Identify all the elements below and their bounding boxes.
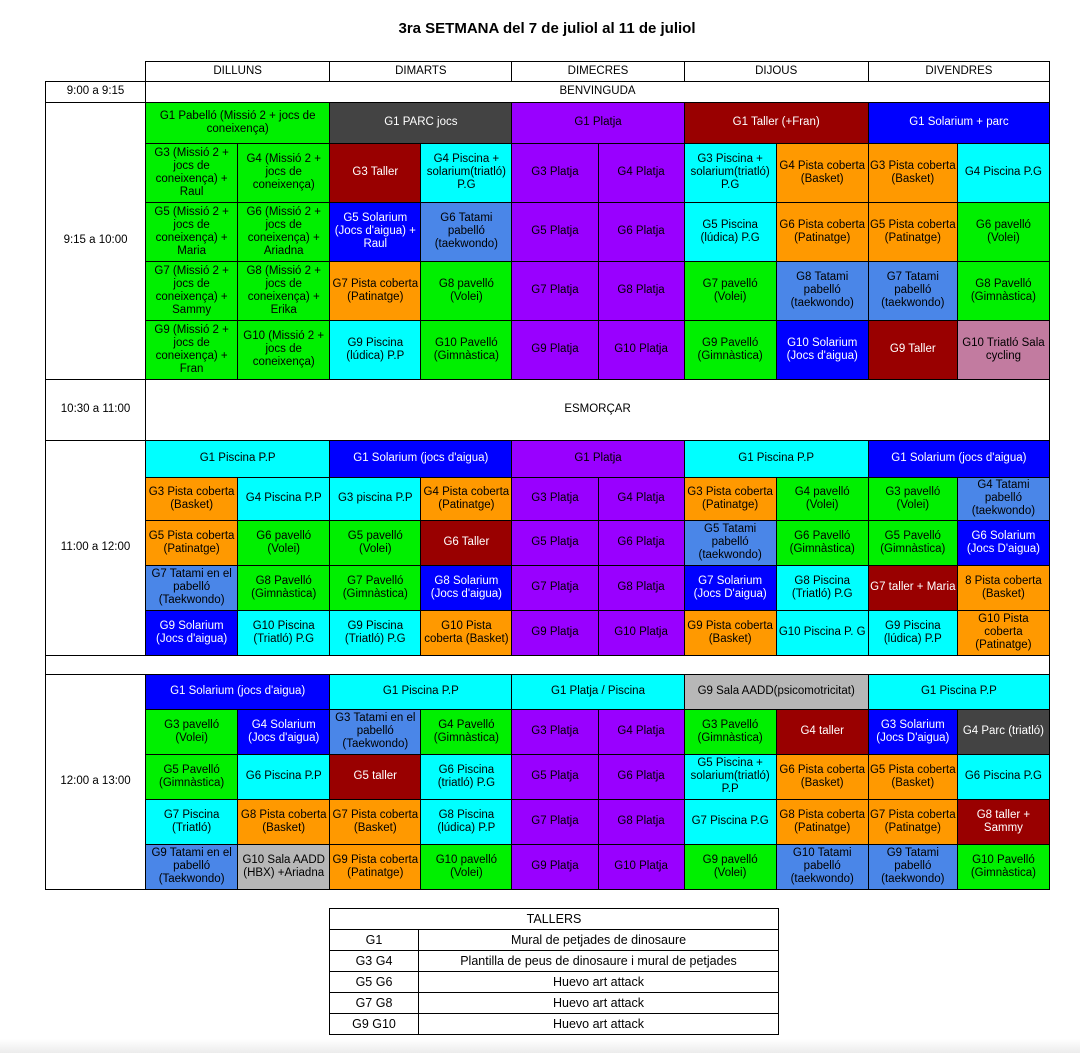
activity-cell: G4 Platja xyxy=(598,143,684,202)
activity-cell: G9 Platja xyxy=(512,844,598,889)
activity-cell: G8 Platja xyxy=(598,565,684,610)
activity-cell: G5 Piscina (lúdica) P.G xyxy=(684,202,776,261)
day-header: DIJOUS xyxy=(684,62,868,82)
activity-cell: G10 (Missió 2 + jocs de coneixença) xyxy=(238,320,330,379)
activity-cell: G5 taller xyxy=(330,754,421,799)
group-banner: G1 Platja xyxy=(512,102,684,143)
schedule-table xyxy=(45,61,1050,890)
activity-cell: G5 Pavelló (Gimnàstica) xyxy=(146,754,238,799)
activity-cell: G8 Tatami pabelló (taekwondo) xyxy=(776,261,868,320)
activity-cell: G6 (Missió 2 + jocs de coneixença) + Ariadna xyxy=(238,202,330,261)
activity-cell: G5 (Missió 2 + jocs de coneixença) + Maria xyxy=(146,202,238,261)
group-banner: G1 Pabelló (Missió 2 + jocs de coneixença) xyxy=(146,102,330,143)
activity-cell: G7 Piscina (Triatló) xyxy=(146,799,238,844)
activity-cell: G3 pavelló (Volei) xyxy=(868,477,957,520)
group-banner: G1 PARC jocs xyxy=(330,102,512,143)
group-banner: G1 Piscina P.P xyxy=(146,440,330,477)
group-banner: G1 Solarium + parc xyxy=(868,102,1049,143)
activity-cell: G3 Pista coberta (Basket) xyxy=(146,477,238,520)
activity-cell: G6 Platja xyxy=(598,202,684,261)
activity-cell: G4 Piscina + solarium(triatló) P.G xyxy=(421,143,512,202)
activity-cell: G3 Platja xyxy=(512,477,598,520)
activity-cell: G8 Pista coberta (Patinatge) xyxy=(776,799,868,844)
taller-group: G1 xyxy=(330,930,419,951)
tallers-table xyxy=(329,908,779,1035)
activity-cell: G10 Piscina (Triatló) P.G xyxy=(238,610,330,655)
activity-cell: G3 Platja xyxy=(512,709,598,754)
taller-group: G7 G8 xyxy=(330,993,419,1014)
activity-cell: G8 Pavelló (Gimnàstica) xyxy=(957,261,1049,320)
bottom-shadow xyxy=(0,1039,1080,1053)
activity-cell: G8 Platja xyxy=(598,261,684,320)
taller-activity: Plantilla de peus de dinosaure i mural de petjades xyxy=(419,951,779,972)
activity-cell: G8 Solarium (Jocs d'aigua) xyxy=(421,565,512,610)
activity-cell: G8 Pavelló (Gimnàstica) xyxy=(238,565,330,610)
day-header: DIMECRES xyxy=(512,62,684,82)
activity-cell: G10 Platja xyxy=(598,610,684,655)
group-banner: G1 Platja xyxy=(512,440,684,477)
activity-cell: G3 Platja xyxy=(512,143,598,202)
activity-cell: G10 Sala AADD (HBX) +Ariadna xyxy=(238,844,330,889)
taller-activity: Mural de petjades de dinosaure xyxy=(419,930,779,951)
time-cell: 9:15 a 10:00 xyxy=(46,102,146,379)
group-banner: G1 Piscina P.P xyxy=(330,674,512,709)
activity-cell: G3 Solarium (Jocs D'aigua) xyxy=(868,709,957,754)
activity-cell: G6 Pista coberta (Basket) xyxy=(776,754,868,799)
activity-cell: G7 (Missió 2 + jocs de coneixença) + Sammy xyxy=(146,261,238,320)
activity-cell: G5 pavelló (Volei) xyxy=(330,520,421,565)
time-cell: 12:00 a 13:00 xyxy=(46,674,146,889)
activity-cell: G5 Solarium (Jocs d'aigua) + Raul xyxy=(330,202,421,261)
activity-cell: G4 Pavelló (Gimnàstica) xyxy=(421,709,512,754)
activity-cell: G6 Pista coberta (Patinatge) xyxy=(776,202,868,261)
activity-cell: G9 Piscina (lúdica) P.P xyxy=(868,610,957,655)
activity-cell: G7 Tatami pabelló (taekwondo) xyxy=(868,261,957,320)
activity-cell: G6 Piscina (triatló) P.G xyxy=(421,754,512,799)
activity-cell: G3 Piscina + solarium(triatló) P.G xyxy=(684,143,776,202)
activity-cell: G5 Platja xyxy=(512,754,598,799)
activity-cell: G7 taller + Maria xyxy=(868,565,957,610)
activity-cell: G4 Platja xyxy=(598,709,684,754)
activity-cell: G10 Platja xyxy=(598,320,684,379)
activity-cell: G8 Piscina (Triatló) P.G xyxy=(776,565,868,610)
welcome-band: BENVINGUDA xyxy=(146,81,1050,102)
activity-cell: G8 pavelló (Volei) xyxy=(421,261,512,320)
activity-cell: G4 taller xyxy=(776,709,868,754)
activity-cell: G3 Pista coberta (Basket) xyxy=(868,143,957,202)
corner-cell xyxy=(46,62,146,82)
activity-cell: G7 Platja xyxy=(512,565,598,610)
activity-cell: G10 Solarium (Jocs d'aigua) xyxy=(776,320,868,379)
activity-cell: G10 Triatló Sala cycling xyxy=(957,320,1049,379)
activity-cell: G6 pavelló (Volei) xyxy=(238,520,330,565)
activity-cell: G9 Pista coberta (Patinatge) xyxy=(330,844,421,889)
activity-cell: G10 Tatami pabelló (taekwondo) xyxy=(776,844,868,889)
activity-cell: G7 Pista coberta (Patinatge) xyxy=(330,261,421,320)
taller-activity: Huevo art attack xyxy=(419,993,779,1014)
activity-cell: G4 Pista coberta (Patinatge) xyxy=(421,477,512,520)
activity-cell: G8 Piscina (lúdica) P.P xyxy=(421,799,512,844)
activity-cell: G3 pavelló (Volei) xyxy=(146,709,238,754)
activity-cell: G9 Pavelló (Gimnàstica) xyxy=(684,320,776,379)
group-banner: G1 Piscina P.P xyxy=(868,674,1049,709)
activity-cell: G7 Tatami en el pabelló (Taekwondo) xyxy=(146,565,238,610)
activity-cell: G9 Platja xyxy=(512,320,598,379)
activity-cell: G6 Tatami pabelló (taekwondo) xyxy=(421,202,512,261)
activity-cell: G3 Taller xyxy=(330,143,421,202)
time-cell: 10:30 a 11:00 xyxy=(46,379,146,440)
taller-group: G9 G10 xyxy=(330,1014,419,1035)
activity-cell: 8 Pista coberta (Basket) xyxy=(957,565,1049,610)
activity-cell: G4 Solarium (Jocs d'aigua) xyxy=(238,709,330,754)
activity-cell: G6 Solarium (Jocs D'aigua) xyxy=(957,520,1049,565)
day-header: DILLUNS xyxy=(146,62,330,82)
activity-cell: G6 Pavelló (Gimnàstica) xyxy=(776,520,868,565)
activity-cell: G3 piscina P.P xyxy=(330,477,421,520)
group-banner: G1 Solarium (jocs d'aigua) xyxy=(868,440,1049,477)
day-header: DIVENDRES xyxy=(868,62,1049,82)
activity-cell: G6 Piscina P.P xyxy=(238,754,330,799)
activity-cell: G6 Platja xyxy=(598,754,684,799)
activity-cell: G10 Platja xyxy=(598,844,684,889)
activity-cell: G4 Parc (triatló) xyxy=(957,709,1049,754)
activity-cell: G9 Solarium (Jocs d'aigua) xyxy=(146,610,238,655)
activity-cell: G5 Piscina + solarium(triatló) P.P xyxy=(684,754,776,799)
activity-cell: G7 Pista coberta (Basket) xyxy=(330,799,421,844)
activity-cell: G10 pavelló (Volei) xyxy=(421,844,512,889)
taller-group: G5 G6 xyxy=(330,972,419,993)
activity-cell: G4 Tatami pabelló (taekwondo) xyxy=(957,477,1049,520)
activity-cell: G4 Piscina P.P xyxy=(238,477,330,520)
group-banner: G9 Sala AADD(psicomotricitat) xyxy=(684,674,868,709)
activity-cell: G10 Pavelló (Gimnàstica) xyxy=(957,844,1049,889)
activity-cell: G9 Piscina (Triatló) P.G xyxy=(330,610,421,655)
group-banner: G1 Taller (+Fran) xyxy=(684,102,868,143)
group-banner: G1 Solarium (jocs d'aigua) xyxy=(330,440,512,477)
activity-cell: G6 Piscina P.G xyxy=(957,754,1049,799)
spacer-row xyxy=(46,655,1050,674)
activity-cell: G3 (Missió 2 + jocs de coneixença) + Raul xyxy=(146,143,238,202)
activity-cell: G8 Platja xyxy=(598,799,684,844)
activity-cell: G5 Platja xyxy=(512,520,598,565)
activity-cell: G10 Pavelló (Gimnàstica) xyxy=(421,320,512,379)
activity-cell: G9 Tatami pabelló (taekwondo) xyxy=(868,844,957,889)
breakfast-band: ESMORÇAR xyxy=(146,379,1050,440)
activity-cell: G7 Pavelló (Gimnàstica) xyxy=(330,565,421,610)
activity-cell: G10 Pista coberta (Basket) xyxy=(421,610,512,655)
day-header: DIMARTS xyxy=(330,62,512,82)
activity-cell: G5 Platja xyxy=(512,202,598,261)
page-title: 3ra SETMANA del 7 de juliol al 11 de juliol xyxy=(398,20,696,37)
tallers-header: TALLERS xyxy=(330,909,779,930)
activity-cell: G3 Pista coberta (Patinatge) xyxy=(684,477,776,520)
activity-cell: G8 Pista coberta (Basket) xyxy=(238,799,330,844)
taller-activity: Huevo art attack xyxy=(419,1014,779,1035)
group-banner: G1 Platja / Piscina xyxy=(512,674,684,709)
activity-cell: G7 Platja xyxy=(512,799,598,844)
activity-cell: G6 pavelló (Volei) xyxy=(957,202,1049,261)
activity-cell: G4 (Missió 2 + jocs de coneixença) xyxy=(238,143,330,202)
activity-cell: G7 Solarium (Jocs D'aigua) xyxy=(684,565,776,610)
activity-cell: G8 taller + Sammy xyxy=(957,799,1049,844)
activity-cell: G10 Piscina P. G xyxy=(776,610,868,655)
activity-cell: G5 Pista coberta (Basket) xyxy=(868,754,957,799)
activity-cell: G10 Pista coberta (Patinatge) xyxy=(957,610,1049,655)
activity-cell: G5 Pista coberta (Patinatge) xyxy=(146,520,238,565)
activity-cell: G3 Tatami en el pabelló (Taekwondo) xyxy=(330,709,421,754)
activity-cell: G7 Pista coberta (Patinatge) xyxy=(868,799,957,844)
activity-cell: G9 pavelló (Volei) xyxy=(684,844,776,889)
activity-cell: G4 Pista coberta (Basket) xyxy=(776,143,868,202)
activity-cell: G9 Piscina (lúdica) P.P xyxy=(330,320,421,379)
activity-cell: G3 Pavelló (Gimnàstica) xyxy=(684,709,776,754)
activity-cell: G9 Tatami en el pabelló (Taekwondo) xyxy=(146,844,238,889)
activity-cell: G5 Pavelló (Gimnàstica) xyxy=(868,520,957,565)
activity-cell: G9 Pista coberta (Basket) xyxy=(684,610,776,655)
taller-group: G3 G4 xyxy=(330,951,419,972)
activity-cell: G6 Platja xyxy=(598,520,684,565)
activity-cell: G9 Platja xyxy=(512,610,598,655)
activity-cell: G7 Piscina P.G xyxy=(684,799,776,844)
group-banner: G1 Solarium (jocs d'aigua) xyxy=(146,674,330,709)
activity-cell: G9 (Missió 2 + jocs de coneixença) + Fran xyxy=(146,320,238,379)
taller-activity: Huevo art attack xyxy=(419,972,779,993)
activity-cell: G6 Taller xyxy=(421,520,512,565)
activity-cell: G4 Piscina P.G xyxy=(957,143,1049,202)
activity-cell: G7 Platja xyxy=(512,261,598,320)
activity-cell: G4 Platja xyxy=(598,477,684,520)
activity-cell: G5 Tatami pabelló (taekwondo) xyxy=(684,520,776,565)
time-cell: 11:00 a 12:00 xyxy=(46,440,146,655)
group-banner: G1 Piscina P.P xyxy=(684,440,868,477)
activity-cell: G4 pavelló (Volei) xyxy=(776,477,868,520)
activity-cell: G7 pavelló (Volei) xyxy=(684,261,776,320)
activity-cell: G5 Pista coberta (Patinatge) xyxy=(868,202,957,261)
activity-cell: G9 Taller xyxy=(868,320,957,379)
activity-cell: G8 (Missió 2 + jocs de coneixença) + Erika xyxy=(238,261,330,320)
time-cell: 9:00 a 9:15 xyxy=(46,81,146,102)
